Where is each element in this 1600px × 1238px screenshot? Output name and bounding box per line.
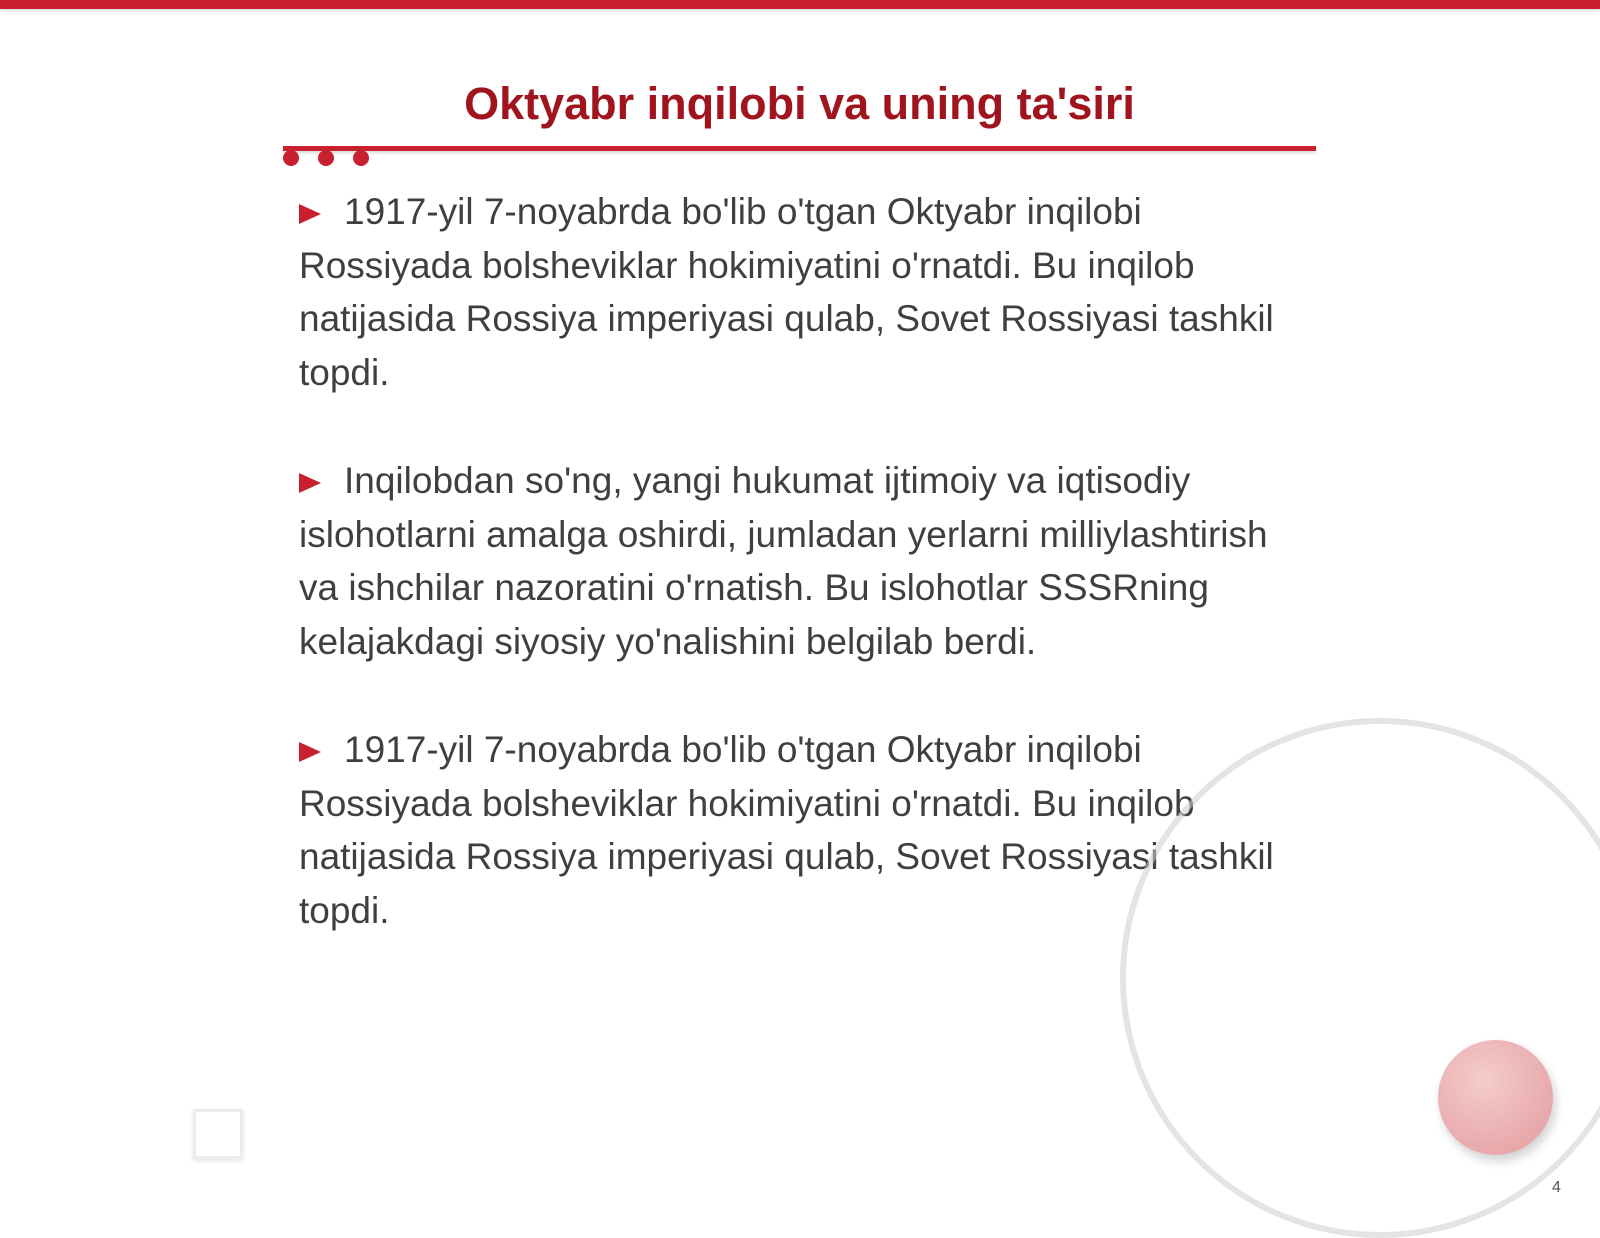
title-dot [353, 150, 369, 166]
top-accent-bar [0, 0, 1600, 9]
title-dot [283, 150, 299, 166]
decorative-square [193, 1109, 243, 1159]
bullet-text: Inqilobdan so'ng, yangi hukumat ijtimoiy va iqtisodiy islohotlarni amalga oshirdi, jumladan yerlarni milliylashtirish va ishchilar nazoratini o'rnatish. Bu islohotlar SSSRning kelajakdagi siyosiy yo'nalishini belgilab berdi. [299, 460, 1268, 662]
page-number: 4 [1552, 1179, 1561, 1196]
triangle-right-icon [299, 204, 321, 224]
bullet-item [299, 185, 1309, 399]
triangle-right-icon [299, 473, 321, 493]
decorative-circle [1438, 1040, 1553, 1155]
bullet-item [299, 454, 1309, 668]
title-dot [318, 150, 334, 166]
slide-title: Oktyabr inqilobi va uning ta'siri [464, 78, 1135, 129]
triangle-right-icon [299, 742, 321, 762]
bullet-text: 1917-yil 7-noyabrda bo'lib o'tgan Oktyabr inqilobi Rossiyada bolsheviklar hokimiyatini o'rnatdi. Bu inqilob natijasida Rossiya imperiyasi qulab, Sovet Rossiyasi tashkil topdi. [299, 191, 1274, 393]
title-underline [283, 146, 1316, 151]
bullet-text: 1917-yil 7-noyabrda bo'lib o'tgan Oktyabr inqilobi Rossiyada bolsheviklar hokimiyatini o'rnatdi. Bu inqilob natijasida Rossiya imperiyasi qulab, Sovet Rossiyasi tashkil topdi. [299, 729, 1274, 931]
